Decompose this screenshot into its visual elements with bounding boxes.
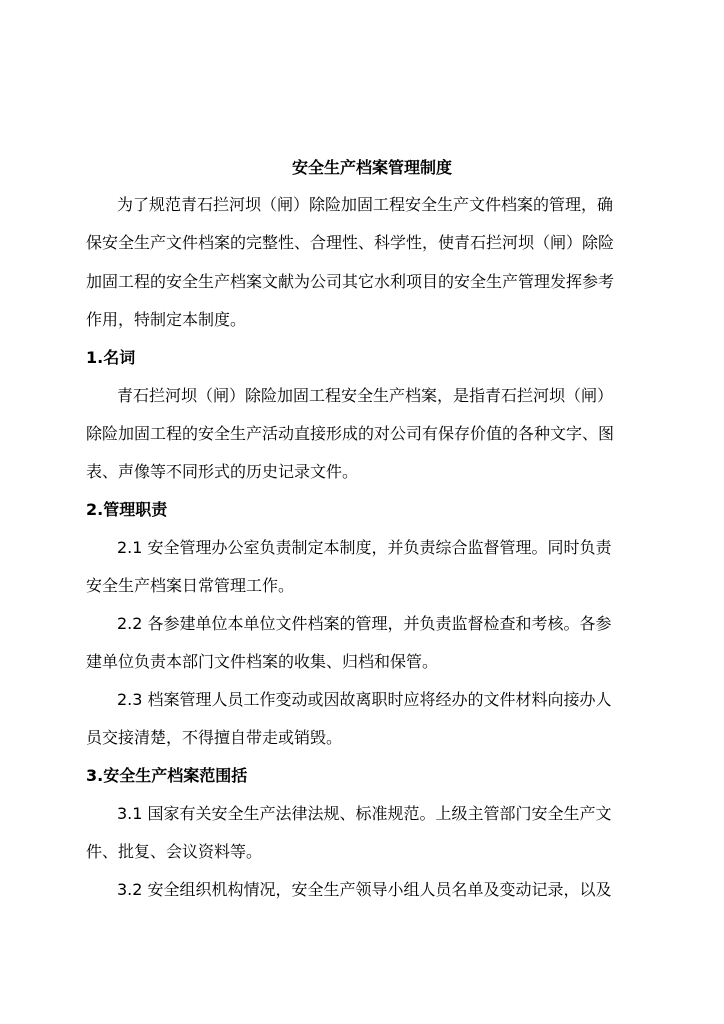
paragraph-line: 加固工程的安全生产档案文献为公司其它水利项目的安全生产管理发挥参考 — [86, 272, 615, 291]
paragraph-line: 为了规范青石拦河坝（闸）除险加固工程安全生产文件档案的管理，确 — [117, 195, 614, 214]
paragraph-line: 3.2 安全组织机构情况，安全生产领导小组人员名单及变动记录，以及 — [117, 880, 612, 899]
paragraph-line: 表、声像等不同形式的历史记录文件。 — [86, 462, 359, 481]
section-heading-2: 2.管理职责 — [86, 500, 168, 519]
paragraph-line: 青石拦河坝（闸）除险加固工程安全生产档案，是指青石拦河坝（闸） — [117, 386, 614, 405]
paragraph-line: 2.3 档案管理人员工作变动或因故离职时应将经办的文件材料向接办人 — [117, 690, 612, 709]
section-heading-1: 1.名词 — [86, 348, 136, 367]
paragraph-line: 2.2 各参建单位本单位文件档案的管理，并负责监督检查和考核。各参 — [117, 614, 612, 633]
paragraph-line: 除险加固工程的安全生产活动直接形成的对公司有保存价值的各种文字、图 — [86, 424, 615, 443]
paragraph-line: 建单位负责本部门文件档案的收集、归档和保管。 — [86, 652, 439, 671]
paragraph-line: 3.1 国家有关安全生产法律法规、标准规范。上级主管部门安全生产文 — [117, 804, 612, 823]
paragraph-line: 作用，特制定本制度。 — [86, 310, 247, 329]
document-title: 安全生产档案管理制度 — [291, 158, 452, 177]
section-heading-3: 3.安全生产档案范围括 — [86, 766, 248, 785]
paragraph-line: 员交接清楚，不得擅自带走或销毁。 — [86, 728, 343, 747]
paragraph-line: 保安全生产文件档案的完整性、合理性、科学性，使青石拦河坝（闸）除险 — [86, 233, 615, 252]
paragraph-line: 2.1 安全管理办公室负责制定本制度，并负责综合监督管理。同时负责 — [117, 538, 612, 557]
paragraph-line: 安全生产档案日常管理工作。 — [86, 576, 295, 595]
paragraph-line: 件、批复、会议资料等。 — [86, 842, 263, 861]
